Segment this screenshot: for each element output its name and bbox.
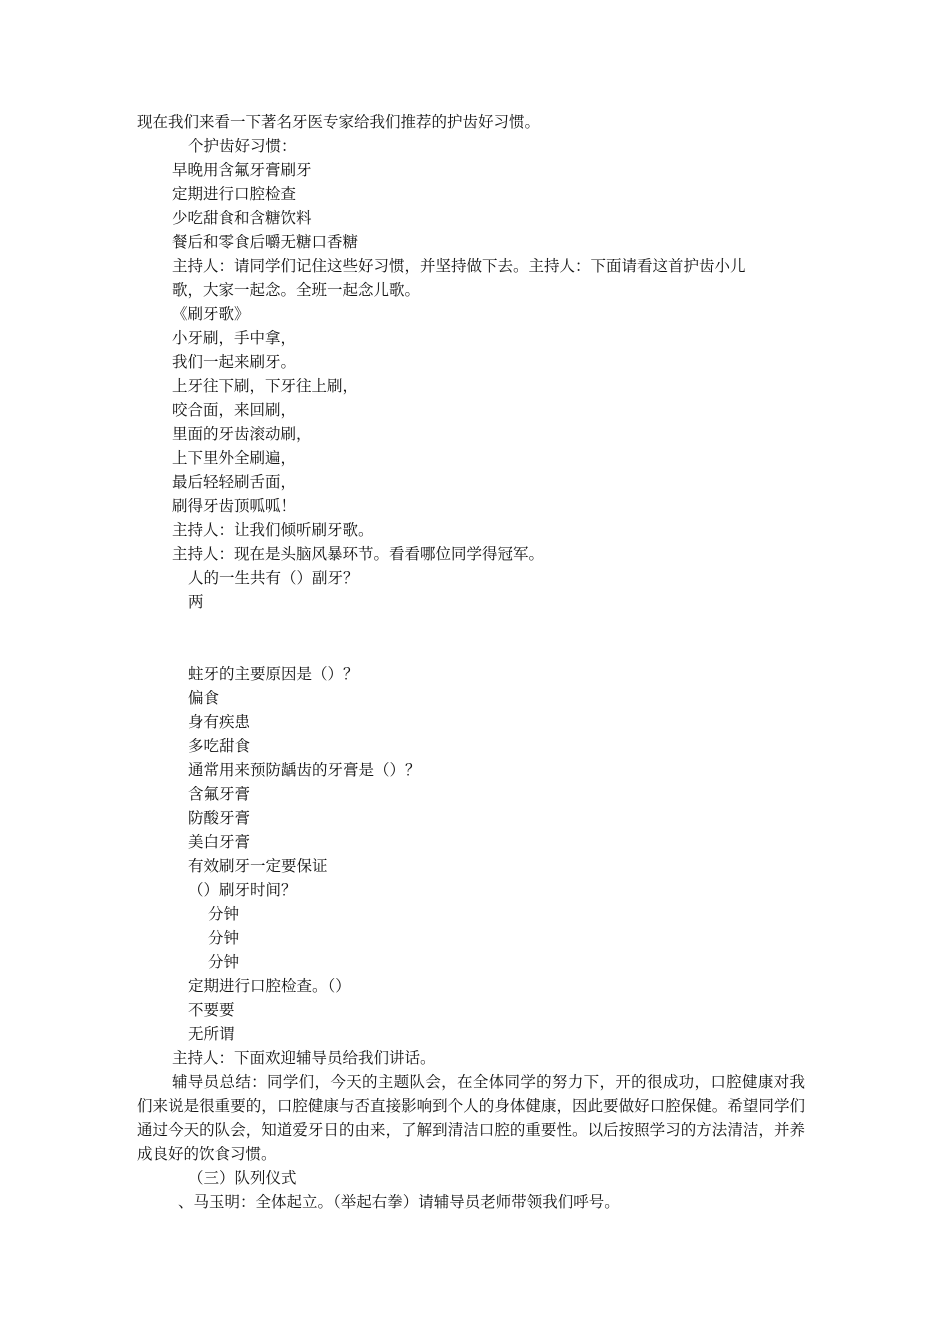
host-line: 主持人：请同学们记住这些好习惯，并坚持做下去。主持人：下面请看这首护齿小儿: [172, 257, 746, 275]
song-line: 最后轻轻刷舌面，: [172, 473, 297, 491]
song-line: 小牙刷，手中拿，: [172, 329, 297, 347]
song-line: 我们一起来刷牙。: [172, 353, 297, 371]
quiz-option: 不要要: [188, 1001, 235, 1019]
song-title: 《刷牙歌》: [172, 305, 250, 323]
host-line: 主持人：让我们倾听刷牙歌。: [172, 521, 374, 539]
quiz-option: 身有疾患: [188, 713, 251, 731]
quiz-option: 分钟: [208, 905, 240, 923]
quiz-question: 有效刷牙一定要保证: [188, 857, 328, 875]
quiz-question: 通常用来预防龋齿的牙膏是（）？: [188, 761, 421, 779]
quiz-option: 偏食: [188, 689, 220, 707]
quiz-option: 含氟牙膏: [188, 785, 251, 803]
host-line: 主持人：下面欢迎辅导员给我们讲话。: [172, 1049, 436, 1067]
quiz-question-continued: （）刷牙时间？: [188, 881, 297, 899]
section-heading: （三）队列仪式: [188, 1169, 297, 1187]
habit-item: 少吃甜食和含糖饮料: [172, 209, 312, 227]
quiz-question: 人的一生共有（）副牙？: [188, 569, 359, 587]
ceremony-line: 、马玉明：全体起立。（举起右拳）请辅导员老师带领我们呼号。: [178, 1193, 620, 1211]
quiz-option: 两: [188, 593, 204, 611]
song-line: 刷得牙齿顶呱呱！: [172, 497, 297, 515]
quiz-option: 分钟: [208, 929, 240, 947]
quiz-question: 定期进行口腔检查。（）: [188, 977, 351, 995]
song-line: 上下里外全刷遍，: [172, 449, 297, 467]
quiz-option: 分钟: [208, 953, 240, 971]
habit-item: 餐后和零食后嚼无糖口香糖: [172, 233, 359, 251]
habits-heading: 个护齿好习惯：: [188, 137, 297, 155]
habit-item: 早晚用含氟牙膏刷牙: [172, 161, 312, 179]
song-line: 上牙往下刷，下牙往上刷，: [172, 377, 359, 395]
quiz-question: 蛀牙的主要原因是（）？: [188, 665, 359, 683]
counselor-summary: 辅导员总结：同学们，今天的主题队会，在全体同学的努力下，开的很成功，口腔健康对我们来说是很重要的，口腔健康与否直接影响到个人的身体健康，因此要做好口腔保健。希望同学们通过今天的队会，知道爱牙日的由来，了解到清洁口腔的重要性。以后按照学习的方法清洁，并养成良好的饮食习惯。: [137, 1073, 805, 1163]
host-line: 主持人：现在是头脑风暴环节。看看哪位同学得冠军。: [172, 545, 545, 563]
quiz-option: 多吃甜食: [188, 737, 251, 755]
song-line: 里面的牙齿滚动刷，: [172, 425, 312, 443]
intro-line: 现在我们来看一下著名牙医专家给我们推荐的护齿好习惯。: [137, 113, 541, 131]
habit-item: 定期进行口腔检查: [172, 185, 297, 203]
host-line-continued: 歌，大家一起念。全班一起念儿歌。: [172, 281, 421, 299]
quiz-option: 防酸牙膏: [188, 809, 251, 827]
quiz-option: 无所谓: [188, 1025, 235, 1043]
song-line: 咬合面，来回刷，: [172, 401, 297, 419]
quiz-option: 美白牙膏: [188, 833, 251, 851]
